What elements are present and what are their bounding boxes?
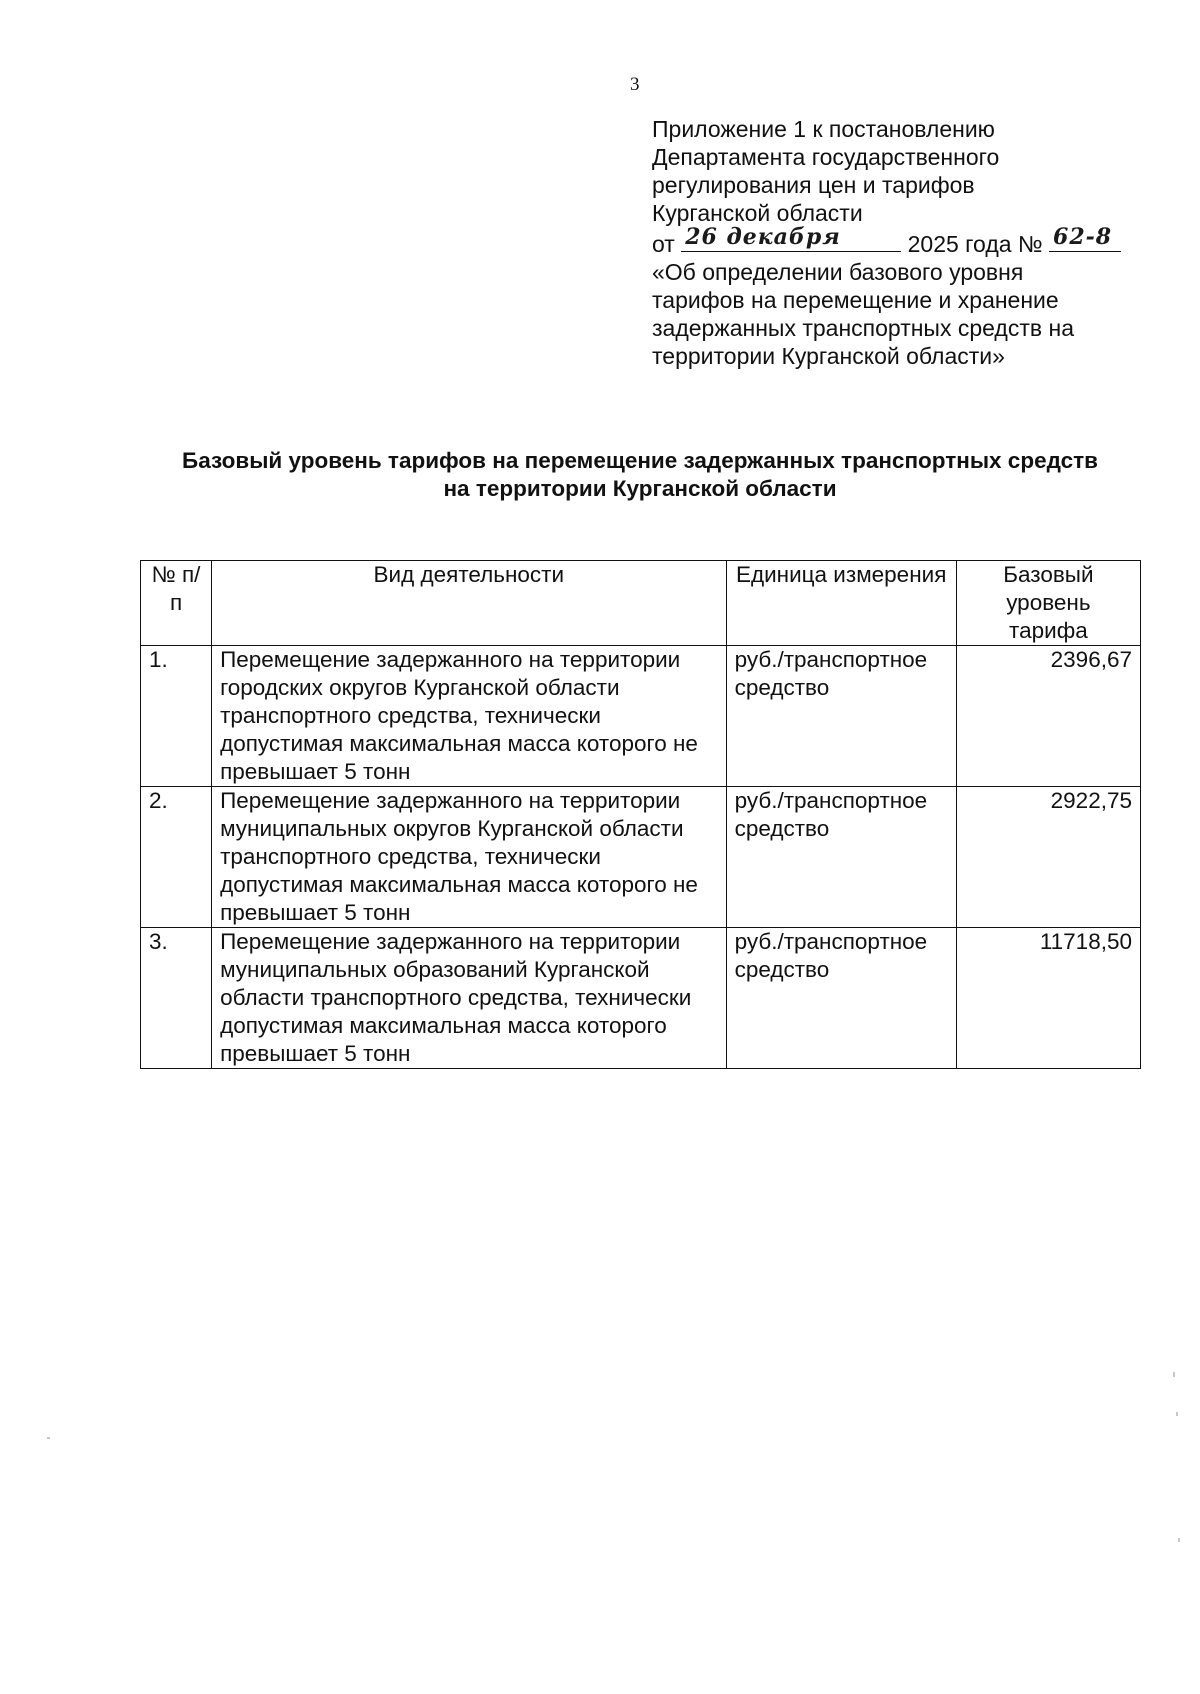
handwritten-date: 26 декабря (685, 224, 841, 250)
tariff-table (140, 560, 1141, 1069)
subject-line: территории Курганской области» (652, 343, 1005, 369)
year-text: 2025 года № (907, 231, 1043, 257)
row-activity: Перемещение задержанного на территории муниципальных округов Курганской области транспортного средства, технически допустимая максимальная масса которого не превышает 5 тонн (212, 787, 727, 928)
row-unit: руб./транспортное средство (726, 646, 956, 787)
document-title (110, 447, 1170, 503)
appendix-line: Приложение 1 к постановлению (652, 116, 995, 142)
date-line (652, 224, 1132, 258)
number-signature-line (1049, 224, 1121, 252)
scan-mark (1178, 1538, 1180, 1542)
date-prefix: от (652, 231, 675, 257)
row-value: 11718,50 (956, 928, 1140, 1069)
row-num: 1. (141, 646, 212, 787)
subject-line: тарифов на перемещение и хранение (652, 287, 1059, 313)
subject-line: задержанных транспортных средств на (652, 315, 1074, 341)
header-value: Базовый уровень тарифа (956, 561, 1140, 646)
scan-mark (47, 1437, 50, 1439)
row-num: 3. (141, 928, 212, 1069)
title-line-1: Базовый уровень тарифов на перемещение задержанных транспортных средств (182, 448, 1098, 473)
appendix-block (652, 115, 1132, 370)
header-num: № п/п (141, 561, 212, 646)
title-line-2: на территории Курганской области (443, 476, 837, 501)
row-value: 2922,75 (956, 787, 1140, 928)
row-activity: Перемещение задержанного на территории городских округов Курганской области транспортного средства, технически допустимая максимальная масса которого не превышает 5 тонн (212, 646, 727, 787)
row-unit: руб./транспортное средство (726, 787, 956, 928)
table-row (141, 646, 1141, 787)
row-num: 2. (141, 787, 212, 928)
scan-mark (1176, 1412, 1178, 1416)
table-row (141, 928, 1141, 1069)
table-row (141, 787, 1141, 928)
header-unit: Единица измерения (726, 561, 956, 646)
appendix-line: Департамента государственного (652, 144, 1000, 170)
handwritten-number: 62-8 (1053, 224, 1113, 250)
row-value: 2396,67 (956, 646, 1140, 787)
date-signature-line (681, 224, 901, 252)
row-activity: Перемещение задержанного на территории муниципальных образований Курганской области транспортного средства, технически допустимая максимальная масса которого превышает 5 тонн (212, 928, 727, 1069)
scan-mark (1173, 1372, 1175, 1377)
table-header-row (141, 561, 1141, 646)
header-activity: Вид деятельности (212, 561, 727, 646)
row-unit: руб./транспортное средство (726, 928, 956, 1069)
appendix-line: регулирования цен и тарифов (652, 172, 975, 198)
subject-line: «Об определении базового уровня (652, 259, 1024, 285)
appendix-line: Курганской области (652, 200, 863, 226)
page-number: 3 (630, 74, 640, 95)
